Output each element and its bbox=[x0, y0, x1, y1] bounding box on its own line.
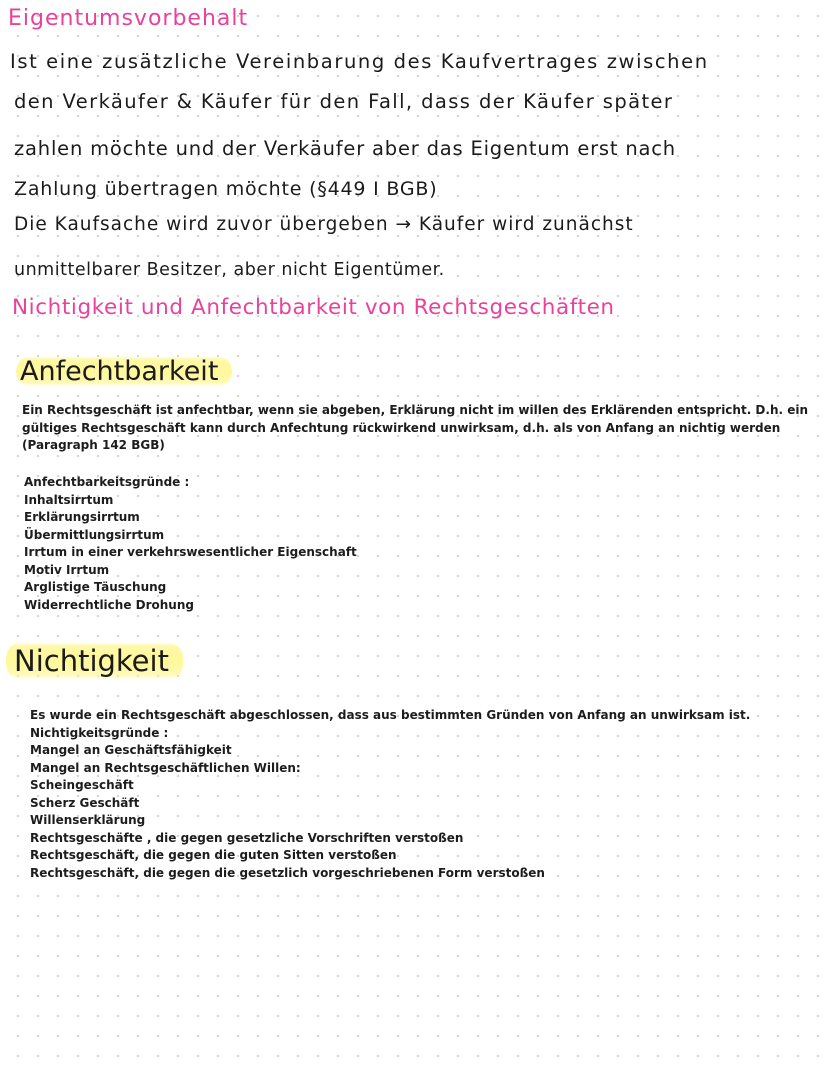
paragraph-line: Es wurde ein Rechtsgeschäft abgeschlossen, dass aus bestimmten Gründen von Anfang an unwirksam ist. bbox=[30, 708, 751, 722]
list-label: Anfechtbarkeitsgründe : bbox=[24, 475, 190, 489]
list-item: Mangel an Rechtsgeschäftlichen Willen: bbox=[30, 760, 301, 775]
handwritten-line: zahlen möchte und der Verkäufer aber das Eigentum erst nach bbox=[14, 137, 676, 160]
list-item: Willenserklärung bbox=[30, 813, 146, 827]
eigentumsvorbehalt-title: Eigentumsvorbehalt bbox=[8, 6, 249, 31]
list-item: Scheingeschäft bbox=[30, 778, 134, 792]
nichtigkeit-text bbox=[30, 707, 750, 882]
section-title: Nichtigkeit und Anfechtbarkeit von Rechtsgeschäften bbox=[12, 295, 615, 320]
list-item: Übermittlungsirrtum bbox=[24, 527, 165, 542]
list-item: Scherz Geschäft bbox=[30, 795, 140, 810]
paragraph-line: Ein Rechtsgeschäft ist anfechtbar, wenn sie abgeben, Erklärung nicht im willen des Erklärenden entspricht. D.h. ein bbox=[22, 403, 809, 417]
list-item: Erklärungsirrtum bbox=[24, 510, 140, 524]
handwritten-line: den Verkäufer & Käufer für den Fall, dass der Käufer später bbox=[14, 90, 674, 113]
list-item: Widerrechtliche Drohung bbox=[24, 597, 194, 612]
list-label: Nichtigkeitsgründe : bbox=[30, 725, 169, 740]
list-item: Mangel an Geschäftsfähigkeit bbox=[30, 743, 232, 757]
handwritten-line: Ist eine zusätzliche Vereinbarung des Kaufvertrages zwischen bbox=[10, 50, 709, 73]
list-item: Arglistige Täuschung bbox=[24, 580, 167, 594]
paragraph-line: gültiges Rechtsgeschäft kann durch Anfechtung rückwirkend unwirksam, d.h. als von Anfang an nichtig werden bbox=[22, 420, 781, 435]
nichtigkeit-heading: Nichtigkeit bbox=[6, 642, 183, 680]
list-item: Rechtsgeschäft, die gegen die gesetzlich vorgeschriebenen Form verstoßen bbox=[30, 865, 545, 880]
list-item: Rechtsgeschäfte , die gegen gesetzliche Vorschriften verstoßen bbox=[30, 830, 464, 845]
handwritten-line: unmittelbarer Besitzer, aber nicht Eigentümer. bbox=[14, 260, 445, 280]
list-item: Inhaltsirrtum bbox=[24, 492, 114, 507]
list-item: Rechtsgeschäft, die gegen die guten Sitten verstoßen bbox=[30, 848, 397, 862]
anfechtbarkeit-heading: Anfechtbarkeit bbox=[16, 356, 232, 387]
anfechtbarkeitsgruende-list bbox=[24, 474, 357, 614]
list-item: Irrtum in einer verkehrswesentlicher Eigenschaft bbox=[24, 545, 357, 559]
list-item: Motiv Irrtum bbox=[24, 562, 110, 577]
paragraph-line: (Paragraph 142 BGB) bbox=[22, 438, 165, 452]
handwritten-line: Zahlung übertragen möchte (§449 I BGB) bbox=[14, 178, 438, 200]
anfechtbarkeit-text bbox=[22, 402, 808, 455]
handwritten-line: Die Kaufsache wird zuvor übergeben → Käufer wird zunächst bbox=[14, 214, 634, 235]
